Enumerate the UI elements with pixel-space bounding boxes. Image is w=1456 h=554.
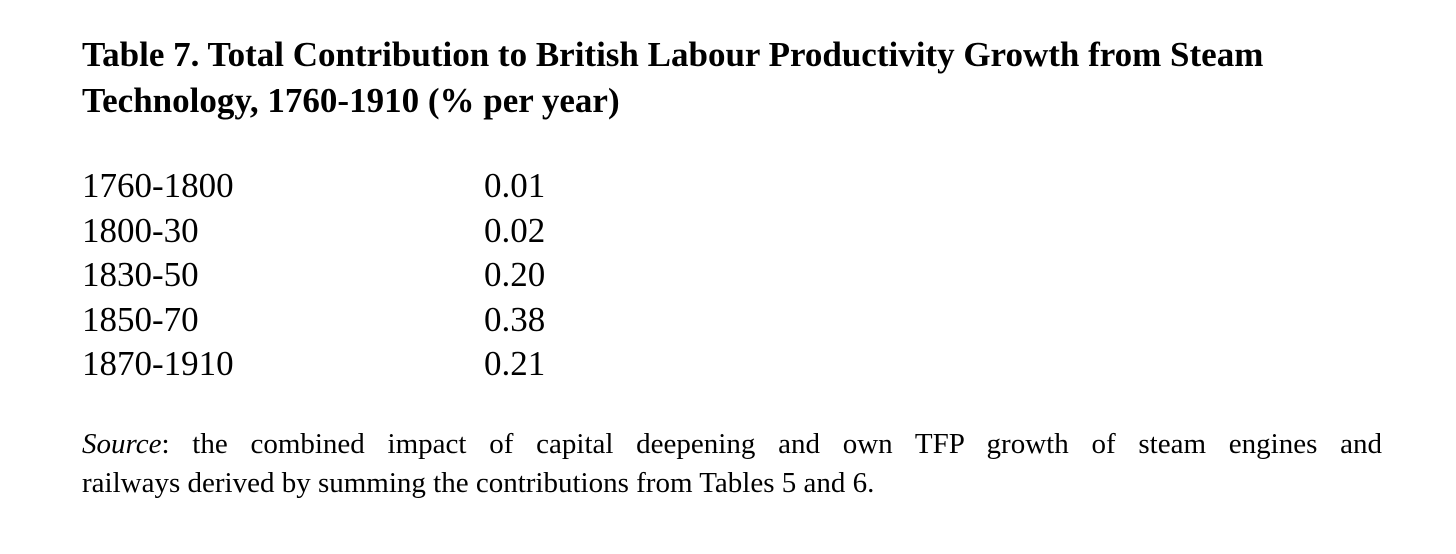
source-note [82, 425, 1382, 503]
table-row [82, 164, 545, 209]
table-title-line-2: Technology, 1760-1910 (% per year) [82, 81, 620, 120]
value-cell: 0.21 [484, 344, 546, 383]
source-text-2: railways derived by summing the contributions from Tables 5 and 6. [82, 467, 875, 499]
period-cell: 1760-1800 [82, 166, 234, 205]
table-row [82, 253, 545, 298]
source-note-line-1 [82, 425, 1382, 464]
period-cell: 1830-50 [82, 255, 199, 294]
period-cell: 1850-70 [82, 299, 199, 339]
period-cell: 1800-30 [82, 210, 199, 250]
value-cell: 0.20 [484, 255, 546, 294]
value-cell: 0.02 [484, 210, 546, 250]
table-title [82, 32, 1382, 124]
source-label: Source [82, 428, 162, 460]
period-cell: 1870-1910 [82, 344, 234, 383]
productivity-table [82, 164, 545, 387]
table-row [82, 298, 545, 343]
value-cell: 0.38 [484, 299, 546, 339]
table-row [82, 209, 545, 254]
source-text-1: : the combined impact of capital deepening and own TFP growth of steam engines and [161, 428, 1382, 460]
table-title-line-1: Table 7. Total Contribution to British Labour Productivity Growth from Steam [82, 35, 1264, 74]
table-row [82, 342, 545, 387]
value-cell: 0.01 [484, 166, 546, 205]
